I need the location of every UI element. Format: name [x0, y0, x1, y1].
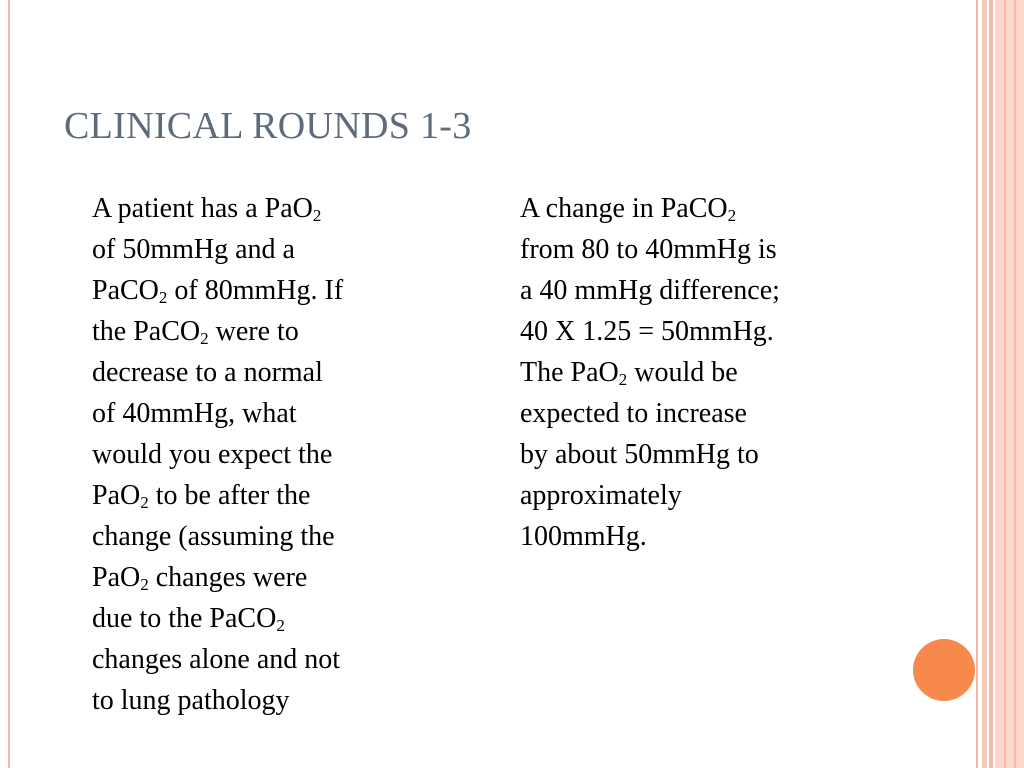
right-decor-stripe — [1004, 0, 1006, 768]
left-border-line — [8, 0, 10, 768]
text-line: a 40 mmHg difference; — [520, 275, 780, 306]
right-decor-stripe — [976, 0, 978, 768]
right-decor-band — [995, 0, 1024, 768]
text-line: PaO$_2$ to be after the — [92, 480, 311, 512]
text-line: by about 50mmHg to — [520, 439, 759, 470]
text-line: The PaO$_2$ would be — [520, 357, 738, 389]
text-line: decrease to a normal — [92, 357, 323, 388]
text-line: PaO$_2$ changes were — [92, 562, 308, 594]
text-line: PaCO$_2$ of 80mmHg. If — [92, 275, 344, 307]
text-line: of 50mmHg and a — [92, 234, 295, 265]
answer-text-block — [520, 188, 890, 557]
text-line: expected to increase — [520, 398, 747, 429]
text-line: to lung pathology — [92, 685, 290, 716]
right-decor-stripe — [989, 0, 993, 768]
slide-title: CLINICAL ROUNDS 1-3 — [64, 105, 472, 147]
text-line: A change in PaCO$_2$ — [520, 193, 737, 225]
text-line: due to the PaCO$_2$ — [92, 603, 285, 635]
right-decor-stripe — [1014, 0, 1016, 768]
text-line: changes alone and not — [92, 644, 341, 675]
text-line: from 80 to 40mmHg is — [520, 234, 777, 265]
text-line: of 40mmHg, what — [92, 398, 297, 429]
text-line: approximately — [520, 480, 682, 511]
question-text-block — [92, 188, 462, 721]
text-line: 40 X 1.25 = 50mmHg. — [520, 316, 774, 347]
right-decor-stripe — [982, 0, 987, 768]
text-line: would you expect the — [92, 439, 333, 470]
text-line: the PaCO$_2$ were to — [92, 316, 299, 348]
orange-circle-decoration — [913, 639, 975, 701]
text-line: A patient has a PaO$_2$ — [92, 193, 322, 225]
text-line: 100mmHg. — [520, 521, 647, 552]
text-line: change (assuming the — [92, 521, 335, 552]
